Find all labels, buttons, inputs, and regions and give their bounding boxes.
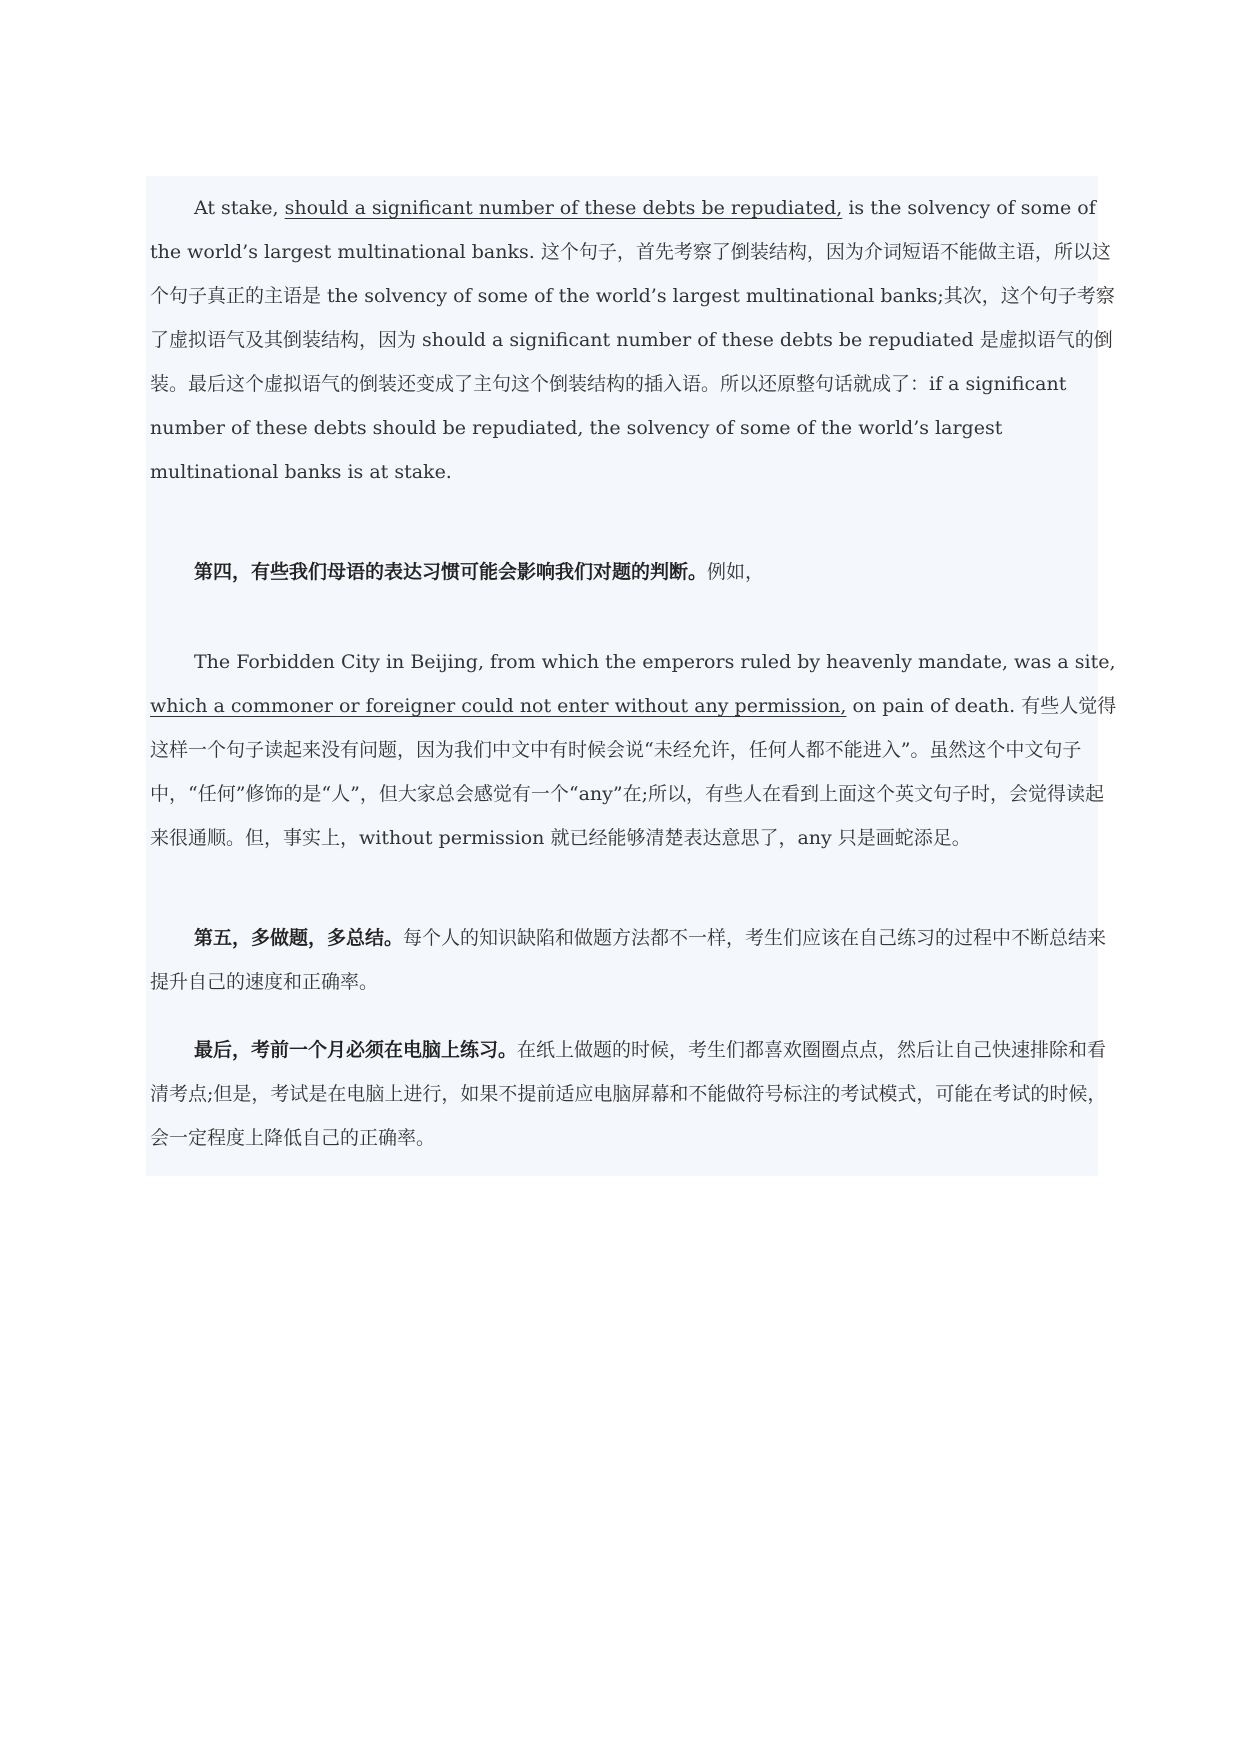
paragraph-forbidden-city-example: [150, 640, 1120, 860]
paragraph-point-four: [150, 550, 1120, 594]
paragraph-point-five: [150, 916, 1120, 1004]
paragraph-text: is the solvency of some of the world’s largest multinational banks. 这个句子，首先考察了倒装结构，因为介词短语不能做主语，所以这个句子真正的主语是 the solvency of some of the world’s largest multinational banks;其次，这个句子考察了虚拟语气及其倒装结构，因为 should a significant number of these debts be repudiated 是虚拟语气的倒装。最后这个虚拟语气的倒装还变成了主句这个倒装结构的插入语。所以还原整句话就成了：if a significant number of these debts should be repudiated, the solvency of some of the world’s largest multinational banks is at stake.: [150, 197, 1115, 483]
point-heading: 第五，多做题，多总结。: [194, 927, 404, 949]
paragraph-final-point: [150, 1028, 1120, 1160]
paragraph-text: 在纸上做题的时候，考生们都喜欢圈圈点点，然后让自己快速排除和看清考点;但是，考试是在电脑上进行，如果不提前适应电脑屏幕和不能做符号标注的考试模式，可能在考试的时候，会一定程度上降低自己的正确率。: [150, 1039, 1107, 1149]
paragraph-text: 每个人的知识缺陷和做题方法都不一样，考生们应该在自己练习的过程中不断总结来提升自己的速度和正确率。: [150, 927, 1107, 993]
document-body: [146, 176, 1117, 1176]
underlined-clause: which a commoner or foreigner could not enter without any permission,: [150, 695, 847, 717]
underlined-clause: should a significant number of these debts be repudiated,: [284, 197, 843, 219]
paragraph-text: 例如，: [707, 561, 765, 583]
point-heading: 第四，有些我们母语的表达习惯可能会影响我们对题的判断。: [194, 561, 708, 583]
paragraph-text: At stake,: [194, 197, 285, 219]
paragraph-text: The Forbidden City in Beijing, from which the emperors ruled by heavenly mandate, was a site,: [194, 651, 1116, 673]
paragraph-text: on pain of death. 有些人觉得这样一个句子读起来没有问题，因为我们中文中有时候会说“未经允许，任何人都不能进入”。虽然这个中文句子中，“任何”修饰的是“人”，但大家总会感觉有一个“any”在;所以，有些人在看到上面这个英文句子时，会觉得读起来很通顺。但，事实上，without permission 就已经能够清楚表达意思了，any 只是画蛇添足。: [150, 695, 1117, 849]
point-heading: 最后，考前一个月必须在电脑上练习。: [194, 1039, 518, 1061]
paragraph-inversion-example: [150, 186, 1120, 494]
